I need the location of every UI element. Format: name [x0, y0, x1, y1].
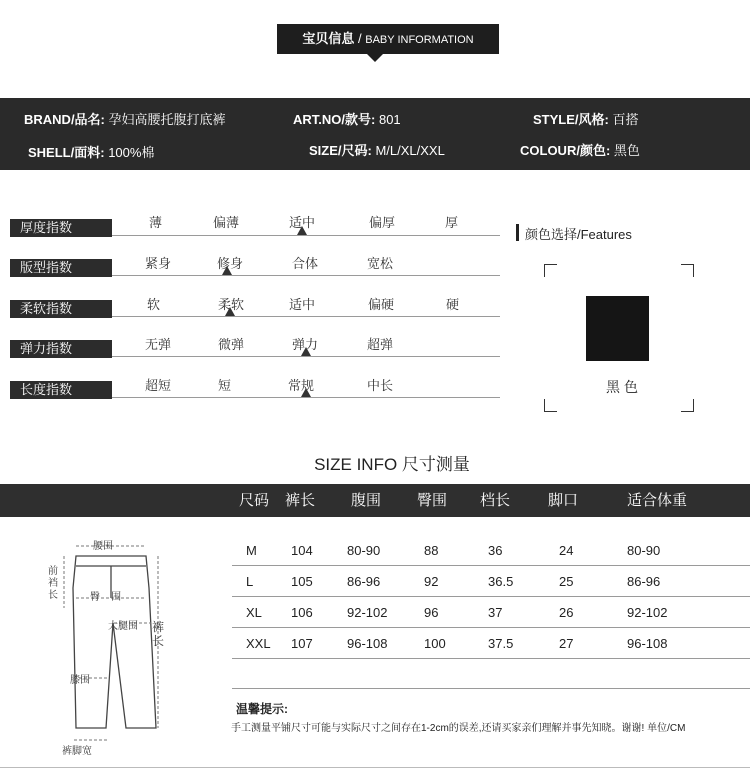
colour-info	[520, 140, 640, 159]
fit-selected-marker	[222, 266, 232, 275]
elasticity-selected-marker	[301, 347, 311, 356]
row-divider	[232, 627, 750, 628]
table-cell: 37.5	[488, 636, 514, 651]
softness-option: 柔软	[218, 297, 245, 312]
table-cell: 92-102	[627, 605, 668, 620]
artno-info	[293, 109, 401, 128]
table-cell: 96-108	[627, 636, 668, 651]
elasticity-option: 弹力	[292, 337, 319, 352]
thickness-option: 厚	[445, 215, 459, 230]
artno-label: ART.NO/款号:	[293, 112, 376, 127]
color-selection-title: 颜色选择/Features	[525, 227, 632, 242]
table-cell: 88	[424, 543, 439, 558]
softness-option: 偏硬	[368, 297, 395, 312]
table-cell: 96	[424, 605, 439, 620]
softness-index-label: 柔软指数	[10, 300, 112, 318]
shell-info	[28, 142, 154, 161]
table-cell: 27	[559, 636, 574, 651]
table-cell: 37	[488, 605, 503, 620]
banner-pointer	[367, 54, 383, 62]
frame-corner-top-right	[681, 264, 694, 277]
thickness-option: 薄	[149, 215, 163, 230]
table-cell: 80-90	[347, 543, 381, 558]
diagram-thigh-label: 大腿围	[108, 621, 138, 632]
brand-value: 孕妇高腰托腹打底裤	[108, 112, 226, 127]
colour-label: COLOUR/颜色:	[520, 143, 611, 158]
elasticity-option: 超弹	[367, 337, 394, 352]
size-info-heading: SIZE INFO 尺寸测量	[314, 455, 470, 474]
length-option: 中长	[367, 378, 394, 393]
size-value: M/L/XL/XXL	[375, 143, 445, 158]
table-cell: XL	[246, 605, 262, 620]
color-section-marker	[516, 224, 519, 241]
pants-outline	[73, 556, 156, 728]
table-cell: 24	[559, 543, 574, 558]
fit-option: 合体	[292, 256, 319, 271]
size-label: SIZE/尺码:	[309, 143, 372, 158]
header-size: 尺码	[239, 492, 270, 509]
notice-title: 温馨提示:	[236, 702, 288, 716]
softness-selected-marker	[225, 307, 235, 316]
thickness-option: 偏厚	[369, 215, 396, 230]
banner-title	[277, 24, 499, 54]
table-cell: 86-96	[347, 574, 381, 589]
header-rise: 档长	[480, 492, 511, 509]
shell-label: SHELL/面料:	[28, 145, 105, 160]
diagram-leg-opening-label: 裤脚宽	[62, 746, 92, 757]
banner-separator: /	[354, 31, 366, 46]
softness-option: 软	[147, 297, 161, 312]
thickness-index-line	[112, 235, 500, 236]
table-cell: 92-102	[347, 605, 388, 620]
diagram-rise-label: 前 裆 长	[48, 566, 58, 601]
color-name: 黑色	[606, 379, 642, 395]
thickness-selected-marker	[297, 226, 307, 235]
table-cell: 86-96	[627, 574, 661, 589]
banner-title-cn: 宝贝信息	[302, 31, 355, 46]
fit-option: 宽松	[367, 256, 394, 271]
row-divider	[232, 596, 750, 597]
row-divider	[232, 688, 750, 689]
fit-index-label: 版型指数	[10, 259, 112, 277]
thickness-option: 适中	[289, 215, 316, 230]
style-value: 百搭	[612, 112, 639, 127]
table-cell: 92	[424, 574, 439, 589]
size-info	[309, 140, 445, 159]
softness-option: 适中	[289, 297, 316, 312]
diagram-knee-label: 膝围	[70, 675, 90, 686]
table-cell: 106	[291, 605, 313, 620]
length-selected-marker	[301, 388, 311, 397]
pants-measurement-diagram	[36, 528, 226, 760]
elasticity-index-line	[112, 356, 500, 357]
table-cell: 107	[291, 636, 313, 651]
table-cell: 26	[559, 605, 574, 620]
style-info	[533, 109, 638, 128]
length-index-line	[112, 397, 500, 398]
length-option: 常规	[288, 378, 315, 393]
table-cell: M	[246, 543, 257, 558]
row-divider	[232, 658, 750, 659]
elasticity-option: 无弹	[145, 337, 172, 352]
elasticity-index-label: 弹力指数	[10, 340, 112, 358]
frame-corner-top-left	[544, 264, 557, 277]
length-option: 超短	[145, 378, 172, 393]
table-cell: 100	[424, 636, 446, 651]
black-color-swatch[interactable]	[586, 296, 649, 361]
table-cell: 80-90	[627, 543, 661, 558]
thickness-index-label: 厚度指数	[10, 219, 112, 237]
table-cell: XXL	[246, 636, 271, 651]
table-cell: 25	[559, 574, 574, 589]
shell-value: 100%棉	[108, 145, 155, 160]
fit-option: 修身	[217, 256, 244, 271]
table-cell: 105	[291, 574, 313, 589]
header-belly: 腹围	[351, 492, 382, 509]
header-leg-opening: 脚口	[548, 492, 579, 509]
softness-index-line	[112, 316, 500, 317]
header-hip: 臀围	[417, 492, 448, 509]
softness-option: 硬	[446, 297, 460, 312]
fit-index-line	[112, 275, 500, 276]
notice-text: 手工测量平铺尺寸可能与实际尺寸之间存在1-2cm的误差,还请买家亲们理解并事先知晓。谢谢! 单位/CM	[231, 723, 686, 734]
table-cell: 104	[291, 543, 313, 558]
length-option: 短	[218, 378, 232, 393]
brand-label: BRAND/品名:	[24, 112, 105, 127]
table-cell: 96-108	[347, 636, 388, 651]
bottom-divider	[0, 767, 750, 768]
diagram-hip-label: 臀 围	[90, 592, 122, 603]
colour-value: 黑色	[613, 143, 640, 158]
frame-corner-bottom-right	[681, 399, 694, 412]
brand-info	[24, 109, 226, 128]
banner-title-en: BABY INFORMATION	[365, 34, 474, 46]
style-label: STYLE/风格:	[533, 112, 609, 127]
header-weight: 适合体重	[627, 492, 688, 509]
frame-corner-bottom-left	[544, 399, 557, 412]
diagram-length-label: 裤 长	[152, 620, 165, 648]
row-divider	[232, 565, 750, 566]
elasticity-option: 微弹	[218, 337, 245, 352]
diagram-waist-label: 腰围	[93, 541, 113, 552]
header-pant-length: 裤长	[285, 492, 316, 509]
thickness-option: 偏薄	[213, 215, 240, 230]
fit-option: 紧身	[145, 256, 172, 271]
table-cell: 36	[488, 543, 503, 558]
artno-value: 801	[378, 112, 401, 127]
table-cell: 36.5	[488, 574, 514, 589]
length-index-label: 长度指数	[10, 381, 112, 399]
table-cell: L	[246, 574, 254, 589]
